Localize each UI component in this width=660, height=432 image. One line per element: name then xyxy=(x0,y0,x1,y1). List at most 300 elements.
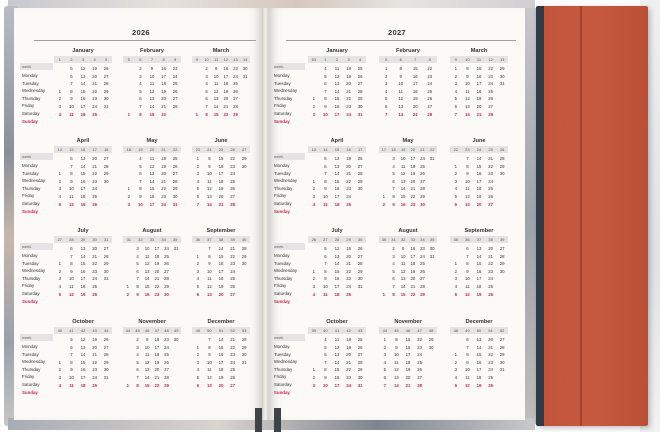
day-row xyxy=(379,170,437,178)
date-cell: 26 xyxy=(172,88,178,94)
date-cell: 19 xyxy=(476,291,482,297)
date-cell xyxy=(54,80,66,88)
date-cell xyxy=(496,95,508,103)
date-cell: 1 xyxy=(58,261,61,267)
date-cell: 15 xyxy=(334,96,340,102)
month-name: July xyxy=(331,228,343,234)
date-cell: 25 xyxy=(164,253,169,259)
date-cell: 30 xyxy=(420,201,425,207)
date-cell: 2 xyxy=(312,103,315,109)
weekday-label: Sunday xyxy=(274,389,290,395)
weekday-label: Sunday xyxy=(22,298,38,304)
day-row xyxy=(192,359,250,367)
date-cell xyxy=(425,366,437,374)
date-cell: 13 xyxy=(213,96,219,102)
date-cell: 4 xyxy=(392,261,395,267)
date-cell: 14 xyxy=(476,344,482,350)
date-cell: 28 xyxy=(164,276,169,282)
date-cell: 13 xyxy=(149,171,155,177)
date-cell: 25 xyxy=(92,111,97,117)
date-cell: 30 xyxy=(241,261,247,267)
day-row xyxy=(123,185,181,193)
date-cell: 8 xyxy=(70,359,73,365)
date-cell: 13 xyxy=(476,246,482,251)
date-cell: 20 xyxy=(346,81,351,87)
date-cell: 19 xyxy=(154,359,160,365)
week-label: week xyxy=(272,334,305,341)
date-cell: 28 xyxy=(417,382,422,388)
date-cell: 11 xyxy=(69,111,74,117)
weekday-labels xyxy=(272,334,305,396)
date-cell: 30 xyxy=(241,352,247,358)
week-number: 51 xyxy=(488,328,493,333)
date-cell: 4 xyxy=(324,337,327,342)
date-cell xyxy=(496,178,508,186)
date-cell: 19 xyxy=(346,156,351,161)
date-cell xyxy=(496,201,508,209)
date-cell: 20 xyxy=(476,103,482,109)
date-cell: 5 xyxy=(58,291,61,297)
date-cell: 4 xyxy=(454,88,457,94)
sunday-row xyxy=(450,291,508,299)
date-cell: 1 xyxy=(385,66,388,71)
date-cell: 13 xyxy=(400,276,406,282)
date-cell: 22 xyxy=(92,88,97,94)
date-cell: 25 xyxy=(172,156,178,161)
date-cell: 26 xyxy=(164,261,169,267)
date-cell: 6 xyxy=(324,352,327,358)
week-number-row xyxy=(450,56,508,63)
date-cell: 18 xyxy=(410,163,416,169)
date-cell: 8 xyxy=(466,163,469,169)
date-cell: 24 xyxy=(420,253,425,259)
week-number: 6 xyxy=(139,57,142,62)
date-cell: 5 xyxy=(139,88,142,94)
day-row xyxy=(192,283,250,291)
date-cell: 16 xyxy=(334,103,340,109)
date-cell: 18 xyxy=(334,291,340,297)
date-cell xyxy=(379,155,389,163)
date-cell: 1 xyxy=(312,96,315,102)
date-cell: 3 xyxy=(139,73,142,79)
week-number: 38 xyxy=(488,237,493,242)
date-cell: 24 xyxy=(92,186,97,192)
date-cell: 6 xyxy=(324,253,327,259)
date-cell: 19 xyxy=(405,367,411,373)
date-cell: 28 xyxy=(233,103,238,109)
date-cell: 23 xyxy=(427,73,433,79)
week-number: 10 xyxy=(465,57,470,62)
day-row xyxy=(123,178,181,186)
date-cell xyxy=(171,283,181,291)
week-number: 42 xyxy=(80,328,86,333)
day-row xyxy=(192,73,250,81)
week-number: 44 xyxy=(103,328,109,333)
date-cell: 13 xyxy=(80,344,86,350)
day-row xyxy=(450,88,508,96)
date-cell: 23 xyxy=(420,246,425,251)
date-cell: 29 xyxy=(499,66,505,71)
date-cell: 14 xyxy=(80,352,86,358)
date-cell: 4 xyxy=(454,186,457,192)
day-row xyxy=(450,268,508,276)
date-cell: 25 xyxy=(420,261,425,267)
date-cell: 24 xyxy=(164,344,169,350)
date-cell: 20 xyxy=(223,96,229,102)
week-number: 12 xyxy=(488,57,493,62)
date-cell: 11 xyxy=(465,283,470,289)
day-row xyxy=(192,95,250,103)
day-row xyxy=(123,155,181,163)
date-cell: 14 xyxy=(400,186,406,192)
month-name: June xyxy=(472,138,486,144)
date-cell: 20 xyxy=(161,171,166,177)
weekday-label: Tuesday xyxy=(22,170,39,176)
date-cell: 27 xyxy=(357,81,363,87)
week-number: 40 xyxy=(323,328,328,333)
date-cell: 17 xyxy=(218,268,224,274)
date-cell: 8 xyxy=(208,344,211,350)
quarter-row xyxy=(20,317,260,401)
week-number-row xyxy=(308,236,366,243)
date-cell: 28 xyxy=(357,171,363,177)
date-cell: 31 xyxy=(499,81,505,87)
date-cell: 9 xyxy=(145,337,149,342)
day-row xyxy=(192,366,250,374)
day-row xyxy=(308,359,366,367)
week-number-row xyxy=(450,236,508,243)
date-cell: 5 xyxy=(136,261,139,267)
date-cell xyxy=(171,268,181,276)
date-cell xyxy=(354,291,366,299)
day-row xyxy=(308,163,366,171)
date-cell xyxy=(123,336,133,344)
week-label: week xyxy=(20,63,53,70)
date-cell xyxy=(308,245,320,253)
day-row xyxy=(379,268,437,276)
date-cell: 9 xyxy=(136,291,139,297)
week-number: 20 xyxy=(149,147,155,152)
week-number-row xyxy=(308,56,366,63)
day-row xyxy=(450,163,508,171)
date-cell: 13 xyxy=(334,81,340,87)
weekday-label: Saturday xyxy=(22,110,40,116)
date-cell: 16 xyxy=(149,193,155,199)
day-row xyxy=(54,155,112,163)
sunday-row xyxy=(308,201,366,209)
date-cell: 4 xyxy=(58,111,61,117)
date-cell: 29 xyxy=(357,367,363,373)
date-cell: 9 xyxy=(70,178,73,184)
date-cell: 27 xyxy=(103,156,109,161)
date-cell: 1 xyxy=(126,283,130,289)
date-cell: 20 xyxy=(92,73,97,79)
day-row xyxy=(450,185,508,193)
week-number: 51 xyxy=(218,328,224,333)
week-number: 36 xyxy=(465,237,470,242)
week-number: 52 xyxy=(499,328,505,333)
date-cell xyxy=(238,170,250,178)
date-cell: 1 xyxy=(383,337,386,342)
date-cell: 18 xyxy=(80,283,86,289)
date-cell: 16 xyxy=(334,276,340,282)
date-cell: 15 xyxy=(476,352,482,358)
date-cell xyxy=(123,163,135,171)
date-cell xyxy=(100,382,112,390)
day-row xyxy=(308,268,366,276)
day-row xyxy=(308,374,366,382)
month-name: January xyxy=(72,48,94,54)
day-row xyxy=(123,344,181,352)
date-cell: 14 xyxy=(476,253,482,259)
date-cell: 27 xyxy=(417,374,422,380)
date-cell: 28 xyxy=(420,186,425,192)
date-cell xyxy=(54,65,66,73)
date-cell: 15 xyxy=(400,291,406,297)
date-cell: 27 xyxy=(488,201,493,207)
date-cell xyxy=(238,201,250,209)
date-cell xyxy=(496,374,508,382)
date-cell: 25 xyxy=(488,186,493,192)
date-cell: 16 xyxy=(80,96,86,102)
date-cell: 22 xyxy=(230,344,235,350)
date-cell: 2 xyxy=(454,268,457,274)
date-cell xyxy=(238,268,250,276)
date-cell: 28 xyxy=(427,111,433,117)
date-cell: 8 xyxy=(466,261,469,267)
day-row xyxy=(192,253,250,261)
date-cell: 15 xyxy=(80,171,86,177)
week-number: 23 xyxy=(195,147,201,152)
weekday-label: Tuesday xyxy=(274,170,291,176)
sunday-row xyxy=(192,382,250,390)
week-number: 42 xyxy=(346,328,351,333)
date-cell: 27 xyxy=(357,163,363,169)
date-cell: 20 xyxy=(218,193,224,199)
day-row xyxy=(54,336,112,344)
date-cell: 30 xyxy=(241,163,247,169)
week-number: 44 xyxy=(125,328,131,333)
bookmark-ribbon[interactable] xyxy=(274,408,281,432)
date-cell: 12 xyxy=(334,156,340,161)
date-cell xyxy=(379,245,389,253)
date-cell: 23 xyxy=(417,344,422,350)
week-number: 32 xyxy=(400,237,406,242)
day-row xyxy=(450,359,508,367)
date-cell: 2 xyxy=(58,178,61,184)
day-row xyxy=(123,275,181,283)
date-cell xyxy=(171,382,181,390)
date-cell: 27 xyxy=(499,337,505,342)
date-cell: 19 xyxy=(410,268,416,274)
day-row xyxy=(123,283,181,291)
date-cell: 11 xyxy=(149,156,155,161)
day-row xyxy=(123,336,181,344)
date-cell: 27 xyxy=(420,276,425,282)
date-cell: 17 xyxy=(476,276,482,282)
date-cell: 15 xyxy=(80,261,86,267)
date-cell: 7 xyxy=(139,103,142,109)
date-cell: 8 xyxy=(392,193,395,199)
date-cell: 6 xyxy=(454,201,457,207)
date-cell: 30 xyxy=(429,246,435,251)
weekday-label: Friday xyxy=(274,103,287,109)
day-row xyxy=(308,170,366,178)
weekday-labels xyxy=(272,243,305,305)
week-number: 26 xyxy=(499,147,505,152)
date-cell: 16 xyxy=(476,268,482,274)
date-cell: 21 xyxy=(154,276,160,282)
date-cell: 10 xyxy=(323,111,328,117)
date-cell xyxy=(308,351,320,359)
date-cell: 15 xyxy=(144,382,150,388)
date-cell: 5 xyxy=(392,171,395,177)
date-cell: 2 xyxy=(454,73,457,79)
weekday-label: Thursday xyxy=(274,185,293,191)
date-cell: 10 xyxy=(400,156,406,161)
date-cell: 17 xyxy=(80,103,86,109)
day-row xyxy=(123,359,181,367)
week-number: 26 xyxy=(311,237,317,242)
week-number-row xyxy=(192,146,250,153)
date-cell: 14 xyxy=(218,246,224,251)
week-label: week xyxy=(20,334,53,341)
week-number-row xyxy=(123,146,181,153)
date-cell: 23 xyxy=(488,171,493,177)
day-row xyxy=(54,359,112,367)
sunday-row xyxy=(123,201,181,209)
week-number: 33 xyxy=(149,237,155,242)
day-row xyxy=(450,283,508,291)
quarter-row xyxy=(20,136,260,220)
date-cell: 16 xyxy=(154,337,160,342)
day-row xyxy=(54,170,112,178)
day-row xyxy=(123,73,181,81)
date-cell: 17 xyxy=(218,171,224,177)
week-number: 37 xyxy=(207,237,212,242)
day-row xyxy=(123,65,181,73)
date-cell: 17 xyxy=(149,201,155,207)
week-number: 47 xyxy=(417,328,422,333)
date-cell: 11 xyxy=(465,186,470,192)
date-cell: 1 xyxy=(126,382,130,388)
sunday-row xyxy=(54,111,112,119)
month-name: January xyxy=(326,48,348,54)
weekday-label: Wednesday xyxy=(22,178,46,184)
date-cell: 18 xyxy=(161,156,166,161)
week-number: 50 xyxy=(476,328,482,333)
date-cell: 18 xyxy=(154,352,160,358)
date-cell xyxy=(123,95,135,103)
bookmark-ribbon[interactable] xyxy=(255,408,262,432)
date-cell xyxy=(496,185,508,193)
date-cell: 29 xyxy=(499,352,505,358)
date-cell: 23 xyxy=(346,374,351,380)
date-cell: 1 xyxy=(382,291,386,297)
date-cell: 5 xyxy=(196,374,199,380)
date-cell: 6 xyxy=(324,81,327,87)
day-row xyxy=(123,170,181,178)
date-cell: 11 xyxy=(465,88,470,94)
sunday-row xyxy=(379,382,437,390)
date-cell: 30 xyxy=(103,178,109,184)
day-row xyxy=(379,155,437,163)
date-cell: 18 xyxy=(405,359,411,365)
date-cell: 10 xyxy=(207,171,212,177)
date-cell xyxy=(238,366,250,374)
date-cell: 27 xyxy=(357,253,363,259)
date-cell: 17 xyxy=(154,344,160,350)
date-cell xyxy=(379,170,389,178)
date-cell xyxy=(238,185,250,193)
day-row xyxy=(308,351,366,359)
day-row xyxy=(308,366,366,374)
date-cell: 31 xyxy=(429,156,435,161)
date-cell: 7 xyxy=(392,186,395,192)
date-cell: 25 xyxy=(488,283,493,289)
week-number: 29 xyxy=(346,237,351,242)
date-cell: 31 xyxy=(242,73,248,79)
date-cell: 3 xyxy=(136,344,139,350)
date-cell: 9 xyxy=(214,66,218,71)
week-number: 4 xyxy=(359,57,362,62)
date-cell: 5 xyxy=(392,268,395,274)
weekday-label: Friday xyxy=(22,193,35,199)
weekday-labels xyxy=(272,153,305,215)
day-row xyxy=(308,245,366,253)
day-row xyxy=(192,163,250,171)
date-cell xyxy=(425,382,437,390)
date-cell: 3 xyxy=(392,253,395,259)
day-row xyxy=(54,73,112,81)
date-cell: 2 xyxy=(126,291,130,297)
date-cell: 18 xyxy=(80,193,86,199)
date-cell xyxy=(123,103,135,111)
date-cell: 11 xyxy=(334,337,340,342)
weekday-label: Tuesday xyxy=(22,351,39,357)
date-cell: 27 xyxy=(103,344,109,350)
date-cell: 22 xyxy=(427,66,433,71)
date-cell: 9 xyxy=(208,352,211,358)
week-number: 17 xyxy=(92,147,97,152)
date-cell: 1 xyxy=(127,186,130,192)
date-cell: 29 xyxy=(103,88,109,94)
strap-fold-line xyxy=(580,6,582,426)
date-cell: 20 xyxy=(410,178,416,184)
date-cell: 9 xyxy=(70,367,73,373)
date-cell: 24 xyxy=(427,81,433,87)
day-row xyxy=(123,374,181,382)
date-cell: 19 xyxy=(161,88,166,94)
date-cell: 21 xyxy=(161,178,166,184)
date-cell: 15 xyxy=(213,111,219,117)
date-cell: 6 xyxy=(205,96,208,102)
month-name: February xyxy=(140,48,164,54)
week-number: 34 xyxy=(420,237,425,242)
date-cell: 6 xyxy=(70,73,73,79)
day-row xyxy=(450,170,508,178)
date-cell: 14 xyxy=(334,88,340,94)
date-cell: 18 xyxy=(476,186,482,192)
date-cell: 12 xyxy=(334,246,340,251)
date-cell: 3 xyxy=(454,367,457,373)
date-cell: 7 xyxy=(70,352,73,358)
date-cell xyxy=(238,374,250,382)
week-number: 30 xyxy=(92,237,97,242)
date-cell: 12 xyxy=(149,163,155,169)
day-row xyxy=(192,275,250,283)
week-number: 53 xyxy=(311,57,317,62)
